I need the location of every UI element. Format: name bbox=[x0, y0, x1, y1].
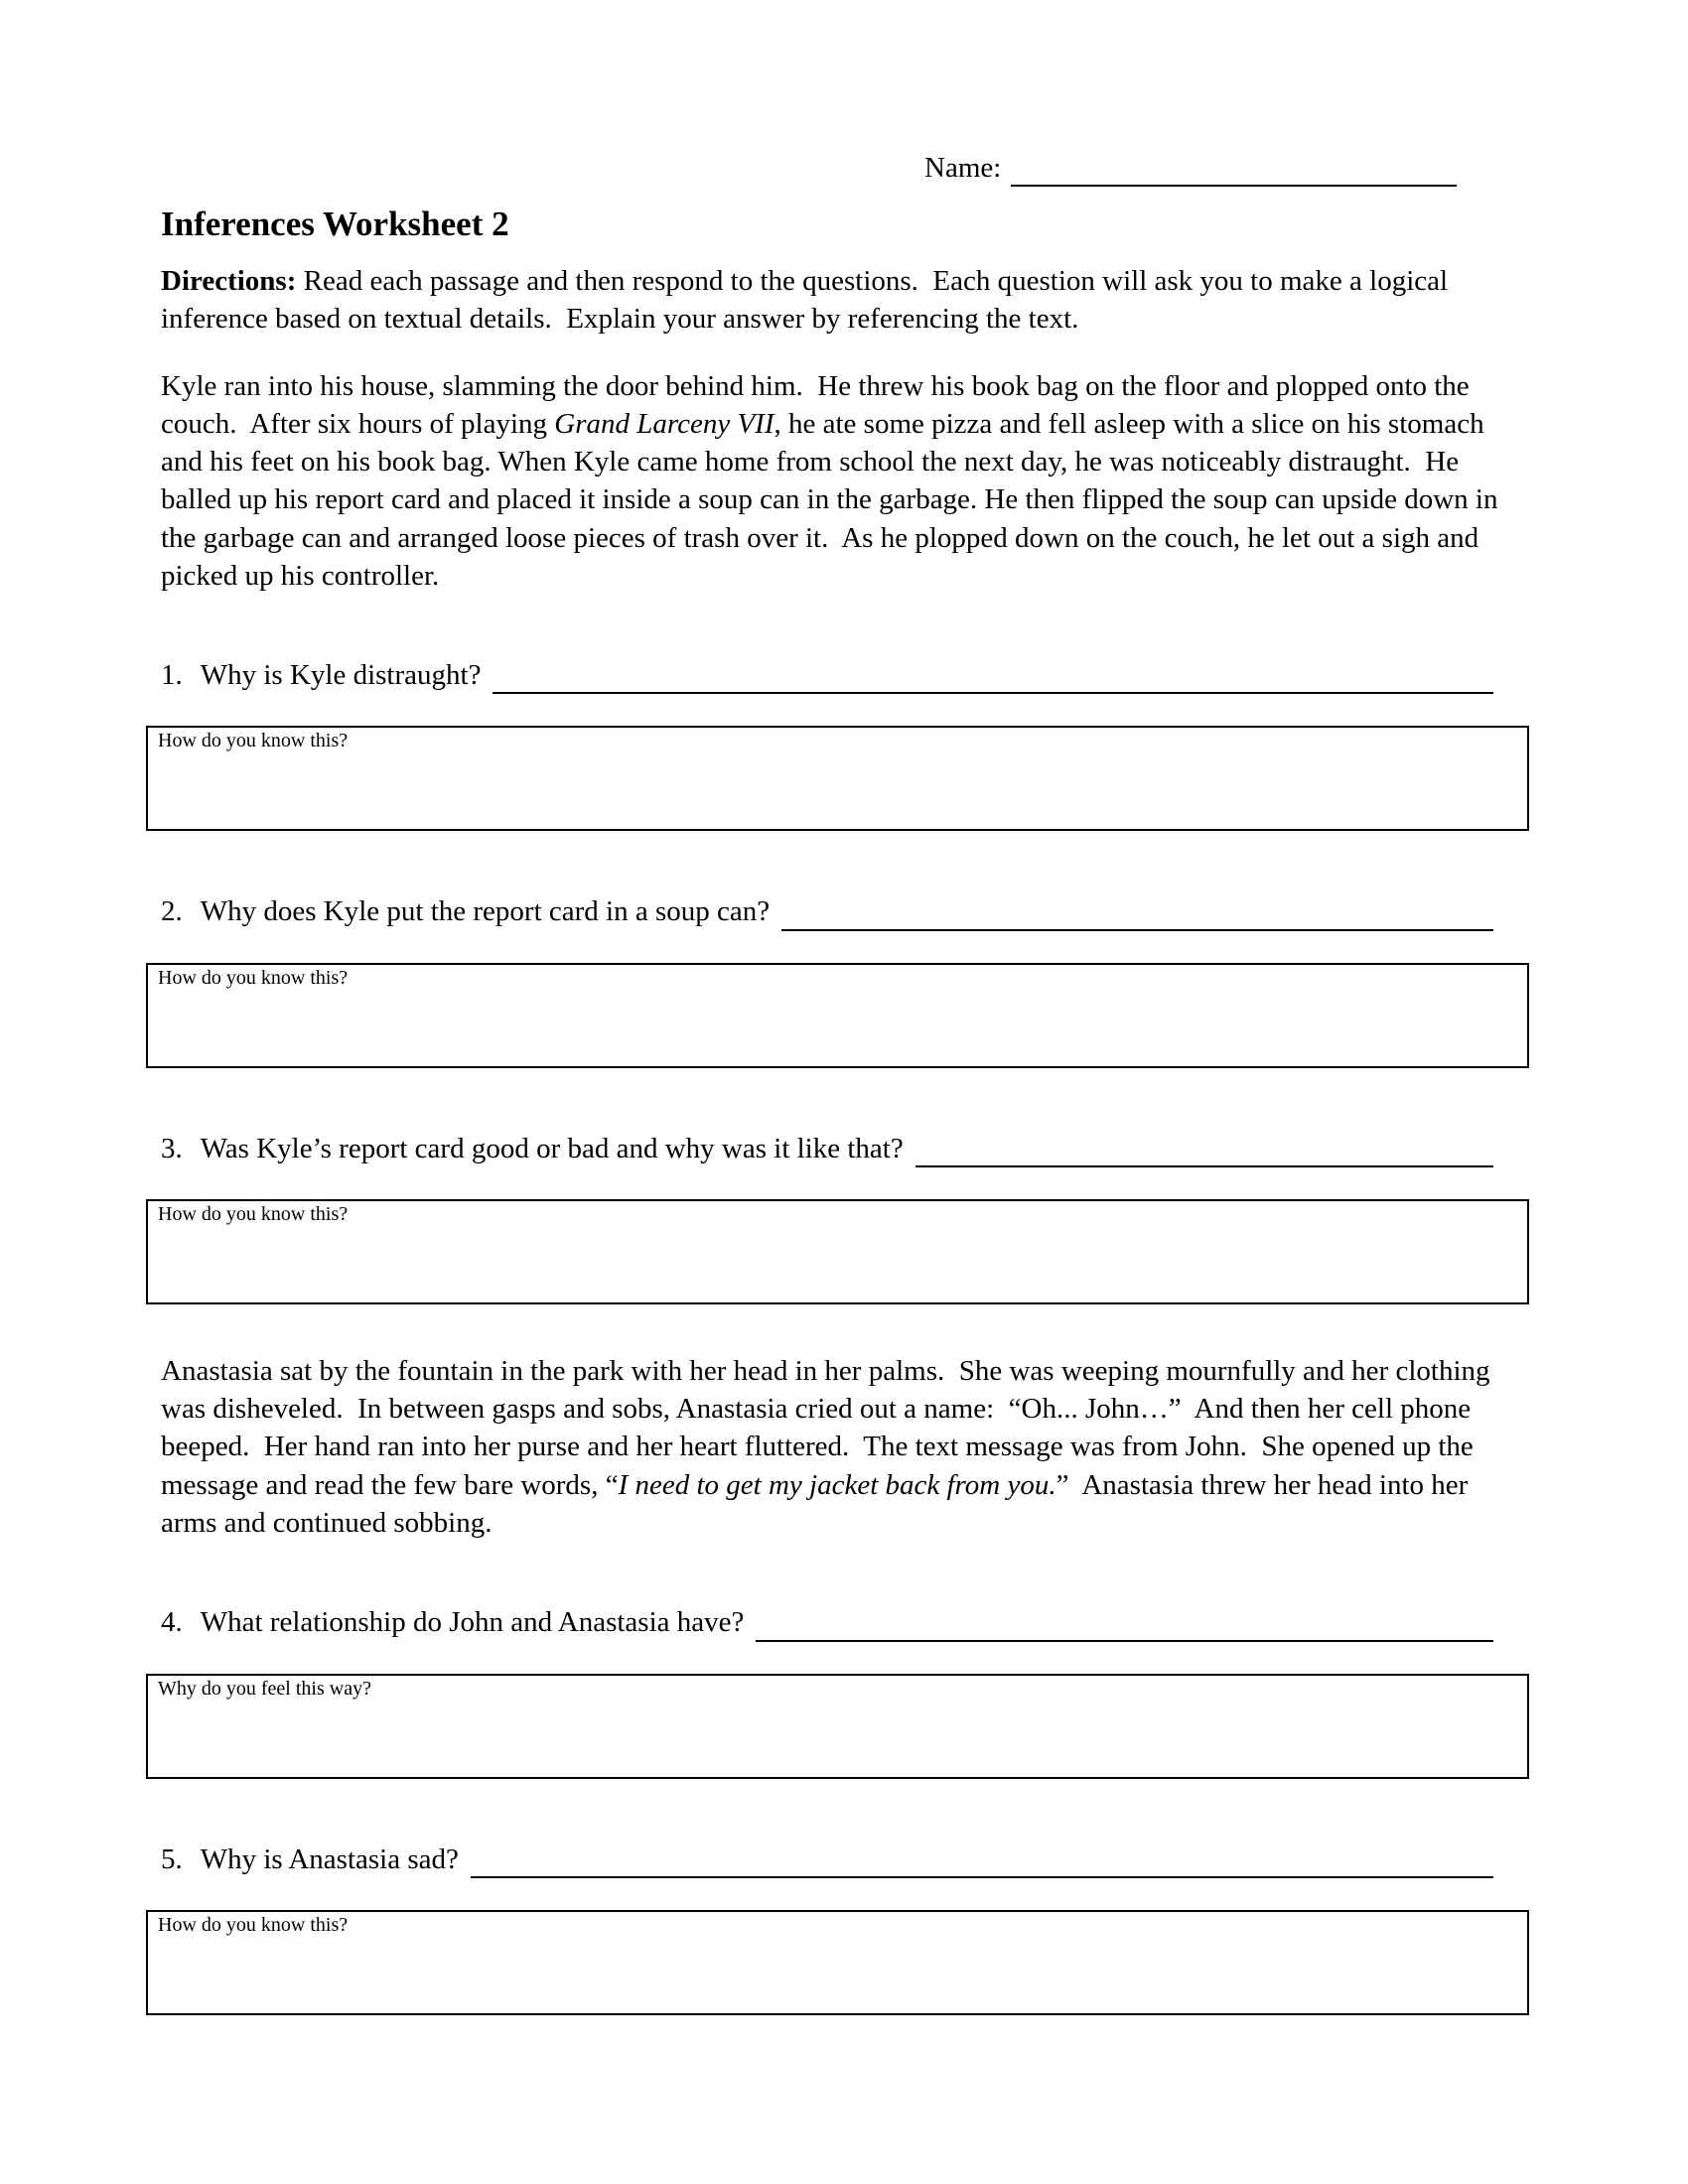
question-4-text: What relationship do John and Anastasia have? bbox=[200, 1606, 745, 1639]
question-5-answer-box bbox=[146, 1910, 1529, 2015]
question-3-answer-box bbox=[146, 1199, 1529, 1304]
question-3-row bbox=[161, 1130, 1527, 1167]
question-2-row bbox=[161, 892, 1527, 930]
question-4-answer-line bbox=[756, 1606, 1493, 1642]
question-5-answer-line bbox=[471, 1843, 1493, 1878]
directions-label: Directions: bbox=[161, 265, 297, 298]
question-1-answer-box bbox=[146, 726, 1529, 831]
question-1-box-label: How do you know this? bbox=[158, 730, 349, 752]
question-1-number: 1. bbox=[161, 659, 183, 692]
passage-2-text-after: ” Anastasia threw her head into her arms and continued sobbing. bbox=[161, 1468, 1476, 1539]
name-row bbox=[924, 149, 1457, 187]
name-blank-line bbox=[1011, 151, 1457, 187]
directions-text: Read each passage and then respond to the questions. Each question will ask you to make a logical inference based on textual details. Explain your answer by referencing the text. bbox=[161, 265, 1456, 336]
question-4-number: 4. bbox=[161, 1606, 183, 1639]
passage-2-text-before: Anastasia sat by the fountain in the park with her head in her palms. She was weeping mournfully and her clothing was disheveled. In between gasps and sobs, Anastasia cried out a name: “Oh... John…” And then her cell phone beeped. Her hand ran into her purse and her heart fluttered. The text message was from John. She opened up the message and read the few bare words, “ bbox=[161, 1354, 1497, 1501]
passage-2 bbox=[161, 1352, 1527, 1542]
question-1-row bbox=[161, 656, 1527, 694]
question-5-number: 5. bbox=[161, 1843, 183, 1875]
directions-paragraph bbox=[161, 262, 1527, 339]
question-2-answer-box bbox=[146, 963, 1529, 1068]
question-5-row bbox=[161, 1841, 1527, 1878]
question-3-text: Was Kyle’s report card good or bad and why was it like that? bbox=[200, 1132, 904, 1164]
question-2-text: Why does Kyle put the report card in a soup can? bbox=[200, 895, 771, 928]
question-1-text: Why is Kyle distraught? bbox=[200, 659, 482, 692]
question-2-box-label: How do you know this? bbox=[158, 966, 349, 989]
passage-1-text-after: , he ate some pizza and fell asleep with a slice on his stomach and his feet on his book bag. When Kyle came home from school the next day, he was noticeably distraught. He balled up his report card and placed it inside a soup can in the garbage. He then flipped the soup can upside down in the garbage can and arranged loose pieces of trash over it. As he plopped down on the couch, he let out a sigh and picked up his controller. bbox=[161, 407, 1505, 592]
question-1-answer-line bbox=[492, 658, 1493, 694]
passage-1-text-before: Kyle ran into his house, slamming the door behind him. He threw his book bag on the floor and plopped onto the couch. After six hours of playing bbox=[161, 369, 1477, 440]
passage-1 bbox=[161, 367, 1527, 596]
passage-2-italic-quote: I need to get my jacket back from you. bbox=[618, 1468, 1056, 1501]
question-4-row bbox=[161, 1603, 1527, 1641]
question-5-box-label: How do you know this? bbox=[158, 1913, 349, 1936]
question-4-answer-box bbox=[146, 1674, 1529, 1779]
question-3-answer-line bbox=[915, 1132, 1493, 1167]
question-3-number: 3. bbox=[161, 1132, 183, 1164]
question-4-box-label: Why do you feel this way? bbox=[158, 1677, 371, 1700]
question-2-answer-line bbox=[781, 895, 1493, 931]
passage-1-italic-title: Grand Larceny VII bbox=[554, 407, 774, 440]
question-2-number: 2. bbox=[161, 895, 183, 928]
page-title: Inferences Worksheet 2 bbox=[161, 205, 509, 244]
question-3-box-label: How do you know this? bbox=[158, 1202, 349, 1225]
name-label: Name: bbox=[924, 152, 1002, 184]
question-5-text: Why is Anastasia sad? bbox=[200, 1843, 459, 1875]
